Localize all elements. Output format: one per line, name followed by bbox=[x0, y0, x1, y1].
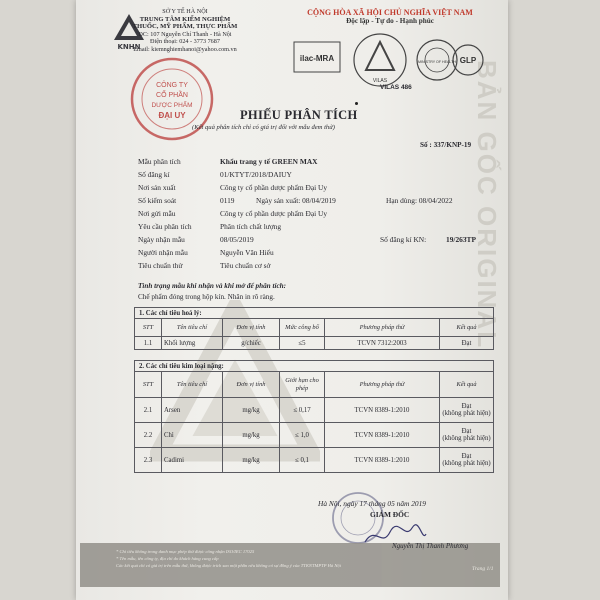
nation-motto: Độc lập - Tự do - Hạnh phúc bbox=[346, 17, 434, 25]
table-header: Kết quả bbox=[440, 319, 494, 337]
table-cell: Arsen bbox=[162, 398, 223, 423]
center-name-line2: THUỐC, MỸ PHẨM, THỰC PHẨM bbox=[132, 23, 238, 31]
info-value: 08/05/2019 bbox=[220, 235, 254, 244]
table-cell: ≤5 bbox=[280, 337, 325, 350]
table-cell bbox=[440, 423, 494, 448]
table-header: Phương pháp thử bbox=[325, 319, 440, 337]
info-value: Công ty cổ phần dược phẩm Đại Uy bbox=[220, 209, 328, 218]
info-value: Khẩu trang y tế GREEN MAX bbox=[220, 157, 318, 166]
stamp-line4: ĐẠI UY bbox=[158, 111, 186, 120]
info-value: 01/KTYT/2018/DAIUY bbox=[220, 170, 292, 179]
table-header: Đơn vị tính bbox=[223, 319, 280, 337]
table-header: Tên tiêu chí bbox=[162, 372, 223, 398]
dot-mark bbox=[355, 102, 358, 105]
document-title: PHIẾU PHÂN TÍCH bbox=[240, 108, 358, 122]
table-header: STT bbox=[135, 319, 162, 337]
info-label: Mẫu phân tích bbox=[138, 157, 181, 166]
condition-title: Tình trạng mẫu khi nhận và khi mở để phân tích: bbox=[138, 282, 287, 290]
physchem-table bbox=[134, 307, 494, 350]
table-cell bbox=[440, 398, 494, 423]
table-header: Mức công bố bbox=[280, 319, 325, 337]
result-text: Đạt bbox=[461, 453, 472, 460]
production-date: Ngày sản xuất: 08/04/2019 bbox=[256, 196, 336, 205]
info-value: Tiêu chuẩn cơ sở bbox=[220, 261, 271, 270]
info-label: Yêu cầu phân tích bbox=[138, 222, 192, 231]
center-name-line1: TRUNG TÂM KIỂM NGHIỆM bbox=[139, 15, 231, 23]
stamp-line3: DƯỢC PHẨM bbox=[151, 102, 193, 109]
table-cell: ≤ 0,1 bbox=[280, 448, 325, 473]
table-cell: Cadimi bbox=[162, 448, 223, 473]
table-cell: TCVN 8389-1:2010 bbox=[325, 448, 440, 473]
footer-note: Các kết quả chỉ có giá trị trên mẫu thử, không được trích sao một phần nếu không có sự đồng ý của TTKNTMPTP Hà Nội bbox=[116, 563, 342, 568]
cert-label-vilas: VILAS bbox=[372, 78, 388, 84]
table-cell: Khối lượng bbox=[162, 337, 223, 350]
table-cell: mg/kg bbox=[223, 398, 280, 423]
info-label: Nơi gửi mẫu bbox=[138, 209, 176, 218]
table-cell: Đạt bbox=[440, 337, 494, 350]
document-subtitle: (Kết quả phân tích chỉ có giá trị đối với mẫu đem thử) bbox=[192, 124, 335, 131]
result-note: (không phát hiện) bbox=[442, 460, 491, 467]
table-row bbox=[135, 448, 494, 473]
info-label: Số đăng kí bbox=[138, 170, 170, 179]
table-cell bbox=[440, 448, 494, 473]
issuer-address: ĐC: 107 Nguyễn Chí Thanh - Hà Nội bbox=[138, 30, 232, 38]
table-cell: 1.1 bbox=[135, 337, 162, 350]
table-cell: TCVN 8389-1:2010 bbox=[325, 423, 440, 448]
nation-name: CỘNG HÒA XÃ HỘI CHỦ NGHĨA VIỆT NAM bbox=[307, 8, 473, 17]
table-cell: ≤ 0,17 bbox=[280, 398, 325, 423]
footer-note: * Tên mẫu, tên công ty, địa chỉ do khách hàng cung cấp bbox=[116, 556, 219, 561]
result-text: Đạt bbox=[461, 428, 472, 435]
table-header: STT bbox=[135, 372, 162, 398]
issuer-email: Email: kiemnghiemhanoi@yahoo.com.vn bbox=[133, 45, 237, 53]
info-label: Số kiểm soát bbox=[138, 196, 177, 205]
vilas-number: VILAS 486 bbox=[380, 84, 412, 91]
stamp-line1: CÔNG TY bbox=[156, 82, 188, 89]
expiry-date: Hạn dùng: 08/04/2022 bbox=[386, 196, 453, 205]
table-section-title: 2. Các chỉ tiêu kim loại nặng: bbox=[135, 361, 494, 372]
table-cell: 2.2 bbox=[135, 423, 162, 448]
table-cell: Chì bbox=[162, 423, 223, 448]
table-header: Phương pháp thử bbox=[325, 372, 440, 398]
national-header bbox=[290, 8, 490, 25]
heavy-metal-table bbox=[134, 360, 494, 473]
report-number: Số : 337/KNP-19 bbox=[420, 141, 472, 149]
table-header: Đơn vị tính bbox=[223, 372, 280, 398]
ministry-name: SỞ Y TẾ HÀ NỘI bbox=[162, 8, 208, 15]
signer-name: Nguyễn Thị Thanh Phương bbox=[392, 542, 469, 550]
info-label: Nơi sản xuất bbox=[138, 183, 176, 192]
table-cell: mg/kg bbox=[223, 423, 280, 448]
table-cell: mg/kg bbox=[223, 448, 280, 473]
table-cell: g/chiếc bbox=[223, 337, 280, 350]
result-text: Đạt bbox=[461, 403, 472, 410]
table-cell: TCVN 7312:2003 bbox=[325, 337, 440, 350]
table-row bbox=[135, 423, 494, 448]
issuer-header bbox=[100, 8, 270, 54]
table-header: Kết quả bbox=[440, 372, 494, 398]
side-watermark: BẢN GỐC ORIGINAL bbox=[472, 60, 502, 350]
info-label: Người nhận mẫu bbox=[138, 248, 188, 257]
table-cell: ≤ 1,0 bbox=[280, 423, 325, 448]
table-section-title: 1. Các chỉ tiêu hoá lý: bbox=[135, 308, 494, 319]
issue-date: Hà Nội, ngày 17 tháng 05 năm 2019 bbox=[318, 499, 426, 508]
page-number: Trang 1/1 bbox=[472, 566, 494, 572]
table-row bbox=[135, 337, 494, 350]
footer-note: * Chỉ tiêu không trong danh mục phép thử được công nhận ISO/IEC 17025 bbox=[116, 549, 255, 554]
table-cell: TCVN 8389-1:2010 bbox=[325, 398, 440, 423]
cert-label-moh: MINISTRY OF HEALTH bbox=[418, 60, 456, 64]
certification-logos bbox=[292, 30, 487, 92]
stamp-line2: CỔ PHẦN bbox=[156, 92, 188, 99]
info-label: Ngày nhận mẫu bbox=[138, 235, 185, 244]
logo-text: KNHN bbox=[117, 43, 141, 51]
info-value: Công ty cổ phần dược phẩm Đại Uy bbox=[220, 183, 328, 192]
info-value: 0119 bbox=[220, 196, 235, 205]
cert-label-ilac: ilac-MRA bbox=[299, 54, 335, 63]
info-value: Nguyễn Văn Hiếu bbox=[220, 248, 274, 257]
table-cell: 2.3 bbox=[135, 448, 162, 473]
director-title: GIÁM ĐỐC bbox=[370, 510, 410, 519]
info-value: Phân tích chất lượng bbox=[220, 222, 282, 231]
condition-text: Chế phẩm đóng trong hộp kín. Nhãn in rõ ràng. bbox=[138, 293, 275, 301]
cert-label-glp: GLP bbox=[459, 56, 477, 65]
kn-registration-number: 19/263TP bbox=[446, 235, 476, 244]
table-header: Tên tiêu chí bbox=[162, 319, 223, 337]
kn-registration-label: Số đăng kí KN: bbox=[380, 235, 427, 244]
table-header: Giới hạn cho phép bbox=[280, 372, 325, 398]
result-note: (không phát hiện) bbox=[442, 410, 491, 417]
result-note: (không phát hiện) bbox=[442, 435, 491, 442]
table-row bbox=[135, 398, 494, 423]
issuer-phone: Điện thoại: 024 - 3773 7687 bbox=[150, 38, 220, 46]
table-cell: 2.1 bbox=[135, 398, 162, 423]
info-label: Tiêu chuẩn thử bbox=[138, 261, 183, 270]
